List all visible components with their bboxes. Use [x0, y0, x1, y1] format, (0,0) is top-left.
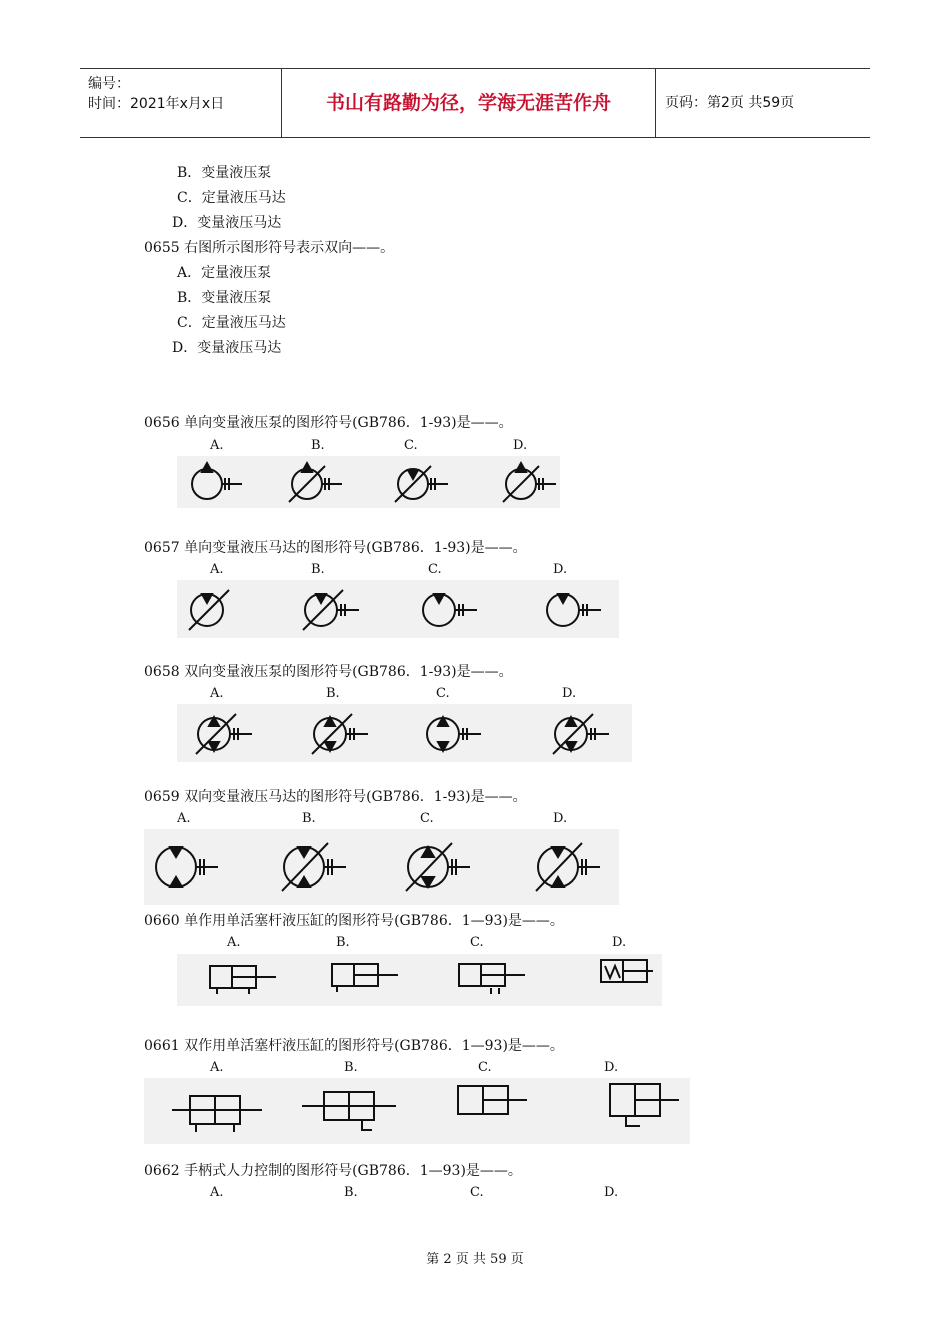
- bidirectional-motor-symbol-c: [406, 843, 470, 891]
- question-0662: 0662 手柄式人力控制的图形符号(GB786．1—93)是——。: [144, 1163, 522, 1179]
- motto: 书山有路勤为径，学海无涯苦作舟: [281, 69, 656, 137]
- choice-c: C.: [436, 686, 450, 701]
- option-b-0655: B．变量液压泵: [177, 290, 272, 306]
- choice-a: A.: [210, 686, 224, 701]
- bidirectional-pump-symbol-c: [427, 717, 481, 751]
- header-left-cell: [80, 69, 280, 137]
- choice-d: D.: [553, 811, 568, 826]
- choice-c: C.: [470, 935, 484, 950]
- motor-symbol-b: [303, 590, 359, 630]
- choice-a: A.: [210, 1185, 224, 1200]
- single-acting-cylinder-d: [601, 960, 653, 982]
- figure-0658: [177, 704, 632, 762]
- choice-a: A.: [227, 935, 241, 950]
- single-acting-cylinder-a: [210, 966, 276, 994]
- choice-d: D.: [513, 438, 528, 453]
- option-d-0654: D．变量液压马达: [172, 215, 282, 231]
- choice-d: D.: [612, 935, 627, 950]
- question-0660: 0660 单作用单活塞杆液压缸的图形符号(GB786．1—93)是——。: [144, 913, 564, 929]
- question-0655: 0655 右图所示图形符号表示双向——。: [144, 240, 395, 256]
- bidirectional-pump-symbol-b: [312, 714, 368, 754]
- page-footer: 第 2 页 共 59 页: [426, 1252, 524, 1267]
- question-0657: 0657 单向变量液压马达的图形符号(GB786．1-93)是——。: [144, 540, 527, 556]
- figure-0656: [177, 456, 560, 508]
- number-label: 编号：: [88, 76, 130, 92]
- double-acting-cylinder-d: [610, 1084, 679, 1126]
- option-c-0654: C．定量液压马达: [177, 190, 286, 206]
- option-d-0655: D．变量液压马达: [172, 340, 282, 356]
- figure-0661: [144, 1078, 690, 1144]
- choice-c: C.: [420, 811, 434, 826]
- choice-b: B.: [302, 811, 316, 826]
- motor-symbol-a: [189, 590, 229, 630]
- choice-b: B.: [344, 1185, 358, 1200]
- choice-c: C.: [404, 438, 418, 453]
- question-0658: 0658 双向变量液压泵的图形符号(GB786．1-93)是——。: [144, 664, 513, 680]
- bidirectional-pump-symbol-d: [553, 714, 609, 754]
- figure-0659: [144, 829, 619, 905]
- single-acting-cylinder-b: [332, 964, 398, 992]
- choice-b: B.: [326, 686, 340, 701]
- choice-d: D.: [562, 686, 577, 701]
- choice-b: B.: [336, 935, 350, 950]
- bidirectional-pump-symbol-a: [196, 714, 252, 754]
- double-acting-cylinder-b: [302, 1092, 396, 1130]
- bidirectional-motor-symbol-b: [282, 843, 346, 891]
- option-a-0655: A．定量液压泵: [177, 265, 272, 281]
- variable-pump-symbol-d: [503, 463, 556, 502]
- choice-b: B.: [311, 438, 325, 453]
- choice-d: D.: [553, 562, 568, 577]
- option-c-0655: C．定量液压马达: [177, 315, 286, 331]
- figure-0657: [177, 580, 619, 638]
- figure-0660: [177, 954, 662, 1006]
- option-b-0654: B．变量液压泵: [177, 165, 272, 181]
- page-label: 页码：第2页 共59页: [665, 95, 795, 111]
- time-label: 时间：2021年x月x日: [88, 96, 225, 112]
- choice-d: D.: [604, 1185, 619, 1200]
- variable-pump-symbol-c: [395, 466, 448, 502]
- choice-c: C.: [470, 1185, 484, 1200]
- page-header: [80, 68, 870, 138]
- choice-a: A.: [210, 438, 224, 453]
- bidirectional-motor-symbol-a: [156, 847, 218, 887]
- choice-a: A.: [210, 1060, 224, 1075]
- choice-b: B.: [344, 1060, 358, 1075]
- single-acting-cylinder-c: [459, 964, 525, 994]
- double-acting-cylinder-a: [172, 1096, 262, 1132]
- choice-c: C.: [478, 1060, 492, 1075]
- choice-a: A.: [210, 562, 224, 577]
- choice-c: C.: [428, 562, 442, 577]
- choice-a: A.: [177, 811, 191, 826]
- question-0656: 0656 单向变量液压泵的图形符号(GB786．1-93)是——。: [144, 415, 513, 431]
- pump-symbol-a: [192, 463, 242, 499]
- choice-b: B.: [311, 562, 325, 577]
- variable-pump-symbol-b: [289, 463, 342, 502]
- choice-d: D.: [604, 1060, 619, 1075]
- double-acting-cylinder-c: [458, 1086, 527, 1114]
- bidirectional-motor-symbol-d: [536, 843, 600, 891]
- motor-symbol-c: [423, 594, 477, 626]
- motor-symbol-d: [547, 594, 601, 626]
- question-0659: 0659 双向变量液压马达的图形符号(GB786．1-93)是——。: [144, 789, 527, 805]
- question-0661: 0661 双作用单活塞杆液压缸的图形符号(GB786．1—93)是——。: [144, 1038, 564, 1054]
